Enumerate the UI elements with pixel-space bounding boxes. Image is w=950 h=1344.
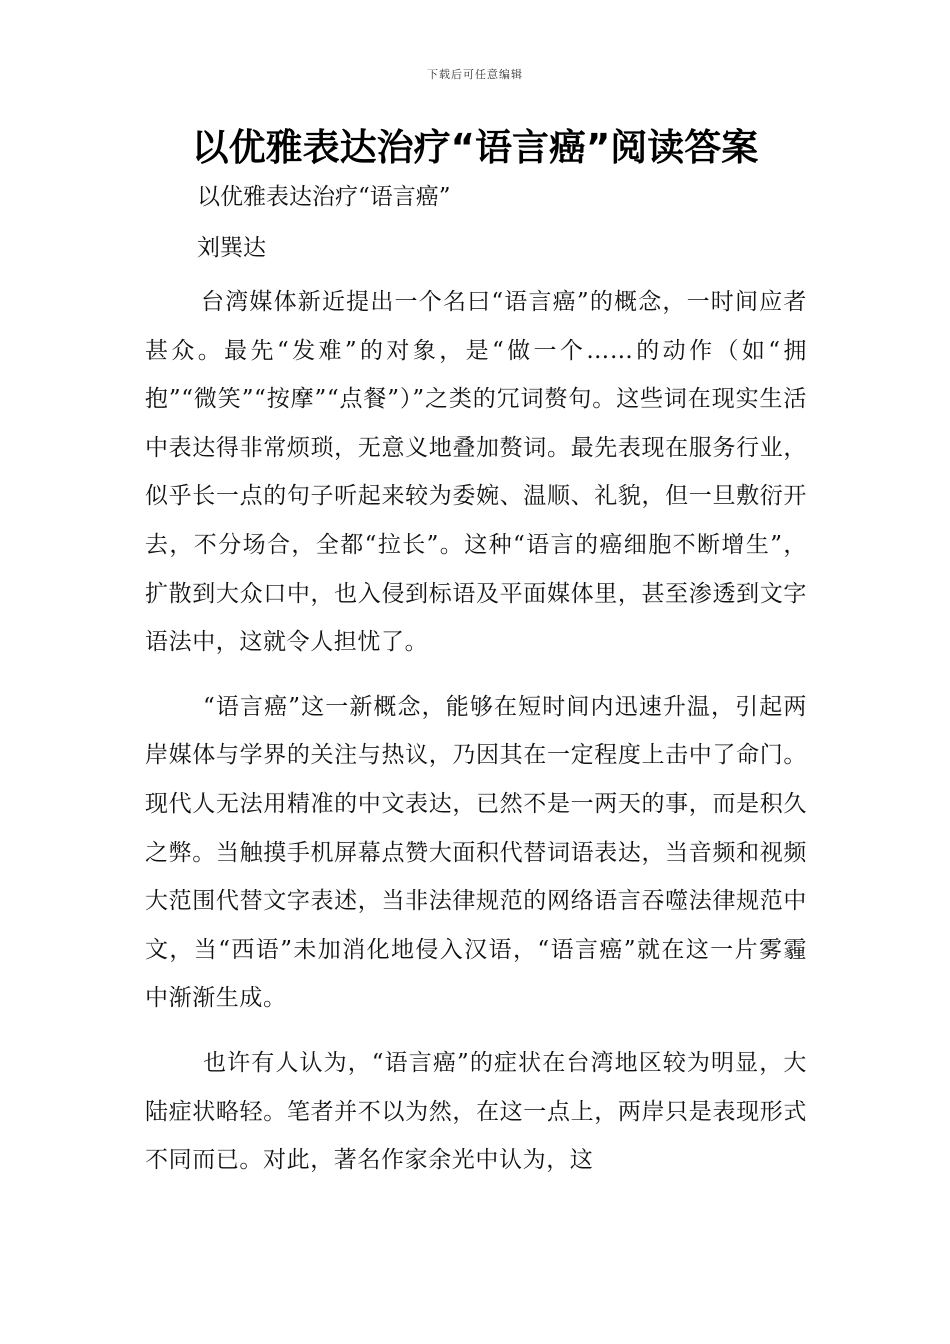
paragraph-2: “语言癌”这一新概念，能够在短时间内迅速升温，引起两岸媒体与学界的关注与热议，乃因其在一定程度上击中了命门。现代人无法用精准的中文表达，已然不是一两天的事，而是积久之弊。当触摸手机屏幕点赞大面积代替词语表达，当音频和视频大范围代替文字表述，当非法律规范的网络语言吞噬法律规范中文，当“西语”未加消化地侵入汉语，“语言癌”就在这一片雾霾中渐渐生成。 — [145, 693, 807, 1012]
paragraph-3: 也许有人认为，“语言癌”的症状在台湾地区较为明显，大陆症状略轻。笔者并不以为然，在这一点上，两岸只是表现形式不同而已。对此，著名作家余光中认为，这 — [145, 1049, 807, 1174]
article-body — [145, 278, 807, 1185]
header-note: 下载后可任意编辑 — [427, 68, 523, 81]
article-subtitle: 以优雅表达治疗“语言癌” — [197, 184, 451, 210]
article-author: 刘巽达 — [197, 235, 266, 261]
paragraph-1: 台湾媒体新近提出一个名曰“语言癌”的概念，一时间应者甚众。最先“发难”的对象，是“做一个……的动作（如“拥抱”“微笑”“按摩”“点餐”）”之类的冗词赘句。这些词在现实生活中表达得非常烦琐，无意义地叠加赘词。最先表现在服务行业，似乎长一点的句子听起来较为委婉、温顺、礼貌，但一旦敷衍开去，不分场合，全都“拉长”。这种“语言的癌细胞不断增生”，扩散到大众口中，也入侵到标语及平面媒体里，甚至渗透到文字语法中，这就令人担忧了。 — [145, 289, 807, 656]
document-title: 以优雅表达治疗“语言癌”阅读答案 — [191, 126, 759, 169]
